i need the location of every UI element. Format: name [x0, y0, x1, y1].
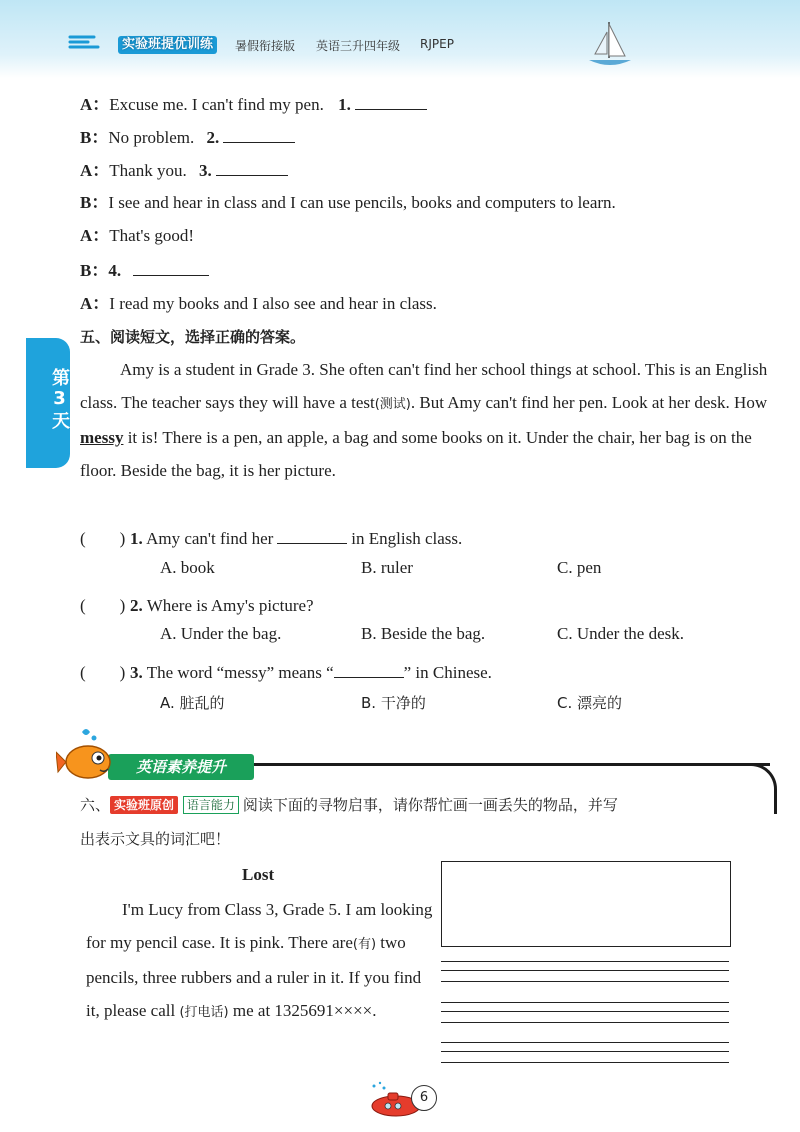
question-3 — [80, 658, 492, 683]
question-1 — [80, 524, 462, 549]
instruction-text: 阅读下面的寻物启事，请你帮忙画一画丢失的物品，并写 — [242, 796, 618, 814]
dialogue-line-7 — [80, 293, 437, 315]
option-c[interactable]: C. 漂亮的 — [557, 694, 623, 712]
original-tag: 实验班原创 — [110, 796, 178, 814]
edition-label: 暑假衔接版 — [235, 39, 296, 53]
dialogue-text: That's good! — [109, 226, 195, 245]
speaker: A： — [80, 226, 110, 245]
series-title: 实验班提优训练 — [118, 36, 217, 54]
lost-text: I'm Lucy from Class 3, Grade 5. I am looking for my pencil case. It is pink. There are — [86, 900, 433, 952]
question-blank[interactable] — [334, 662, 404, 678]
skill-tag: 语言能力 — [183, 796, 239, 814]
dialogue-line-3 — [80, 159, 288, 182]
dialogue-line-6 — [80, 259, 209, 282]
option-b[interactable]: B. Beside the bag. — [361, 624, 486, 643]
answer-paren[interactable]: ( ) — [80, 596, 126, 615]
dialogue-line-1 — [80, 93, 427, 116]
banner-rule-curve — [746, 763, 777, 814]
question-number: 2. — [130, 596, 143, 615]
question-blank[interactable] — [277, 528, 347, 544]
blank-number: 1. — [338, 95, 351, 114]
speaker: A： — [80, 294, 110, 313]
logo-icon — [68, 34, 108, 50]
lost-text: me at 1325691××××. — [228, 1001, 377, 1020]
subject-label: 英语三升四年级 — [316, 39, 401, 53]
lost-notice-text — [86, 893, 436, 1029]
lost-note: (打电话) — [179, 1005, 229, 1020]
keyword-messy: messy — [80, 428, 124, 447]
section-6-instruction-cont: 出表示文具的词汇吧！ — [80, 830, 231, 848]
fish-mascot-icon — [56, 726, 118, 784]
blank-number: 3. — [198, 161, 212, 180]
writing-line[interactable] — [441, 1022, 729, 1023]
question-text: Where is Amy's picture? — [146, 596, 314, 615]
blank-number: 2. — [206, 128, 220, 147]
answer-blank-3[interactable] — [216, 159, 288, 176]
dialogue-line-2 — [80, 126, 295, 149]
writing-line[interactable] — [441, 1062, 729, 1063]
passage-text: it is! There is a pen, an apple, a bag and some books on it. Under the chair, her bag is on the floor. Beside the bag, it is her picture. — [80, 428, 752, 480]
question-number: 3. — [130, 663, 143, 682]
answer-blank-4[interactable] — [133, 259, 209, 276]
writing-line[interactable] — [441, 1002, 729, 1003]
dialogue-text: No problem. — [108, 128, 195, 147]
option-b[interactable]: B. ruler — [361, 558, 413, 577]
answer-paren[interactable]: ( ) — [80, 529, 126, 548]
writing-line[interactable] — [441, 1042, 729, 1043]
speaker: B： — [80, 193, 109, 212]
dialogue-line-5 — [80, 225, 194, 247]
option-a[interactable]: A. Under the bag. — [160, 624, 282, 643]
speaker: A： — [80, 161, 110, 180]
speaker: B： — [80, 261, 109, 280]
option-b[interactable]: B. 干净的 — [361, 694, 426, 712]
drawing-box[interactable] — [441, 861, 731, 947]
passage-text: . But Amy can't find her pen. Look at her desk. How — [410, 393, 768, 412]
speaker: A： — [80, 95, 110, 114]
lost-text: two pencils, three rubbers and a ruler in it. If you find it, please call — [86, 933, 422, 1020]
answer-blank-1[interactable] — [355, 93, 427, 110]
sailboat-icon — [585, 18, 635, 72]
speaker: B： — [80, 128, 109, 147]
dialogue-text: Thank you. — [109, 161, 187, 180]
question-text: in English class. — [351, 529, 463, 548]
question-text: The word “messy” means “ — [146, 663, 334, 682]
passage-text: Amy is a student in Grade 3. She often can't find her school things at school. This is an English class. The teacher says they will have a test — [80, 360, 768, 412]
answer-blank-2[interactable] — [223, 126, 295, 143]
option-c[interactable]: C. Under the desk. — [557, 624, 685, 643]
dialogue-text: Excuse me. I can't find my pen. — [109, 95, 324, 114]
option-a[interactable]: A. 脏乱的 — [160, 694, 225, 712]
day-tab — [26, 338, 70, 468]
page-number: 6 — [411, 1085, 437, 1111]
question-number: 1. — [130, 529, 143, 548]
writing-line[interactable] — [441, 1051, 729, 1052]
option-c[interactable]: C. pen — [557, 558, 602, 577]
lost-notice-title: Lost — [242, 865, 275, 884]
lost-note: (有) — [352, 937, 377, 952]
writing-line[interactable] — [441, 981, 729, 982]
writing-line[interactable] — [441, 970, 729, 971]
passage-note: (测试) — [374, 397, 411, 412]
option-a[interactable]: A. book — [160, 558, 215, 577]
question-text: Amy can't find her — [146, 529, 274, 548]
question-text: ” in Chinese. — [403, 663, 492, 682]
dialogue-text: I see and hear in class and I can use pencils, books and computers to learn. — [108, 193, 616, 212]
section-6-instruction — [80, 794, 618, 816]
section-6-number: 六、 — [80, 796, 111, 814]
question-2 — [80, 591, 314, 616]
section-banner: 英语素养提升 — [108, 754, 254, 780]
dialogue-text: I read my books and I also see and hear in class. — [109, 294, 437, 313]
blank-number: 4. — [108, 261, 122, 280]
version-label: RJPEP — [420, 37, 454, 51]
section-5-title: 五、阅读短文，选择正确的答案。 — [80, 328, 306, 346]
dialogue-line-4 — [80, 192, 616, 214]
reading-passage — [80, 353, 770, 487]
writing-line[interactable] — [441, 961, 729, 962]
answer-paren[interactable]: ( ) — [80, 663, 126, 682]
writing-line[interactable] — [441, 1011, 729, 1012]
day-tab-label: 第3天 — [49, 368, 70, 431]
